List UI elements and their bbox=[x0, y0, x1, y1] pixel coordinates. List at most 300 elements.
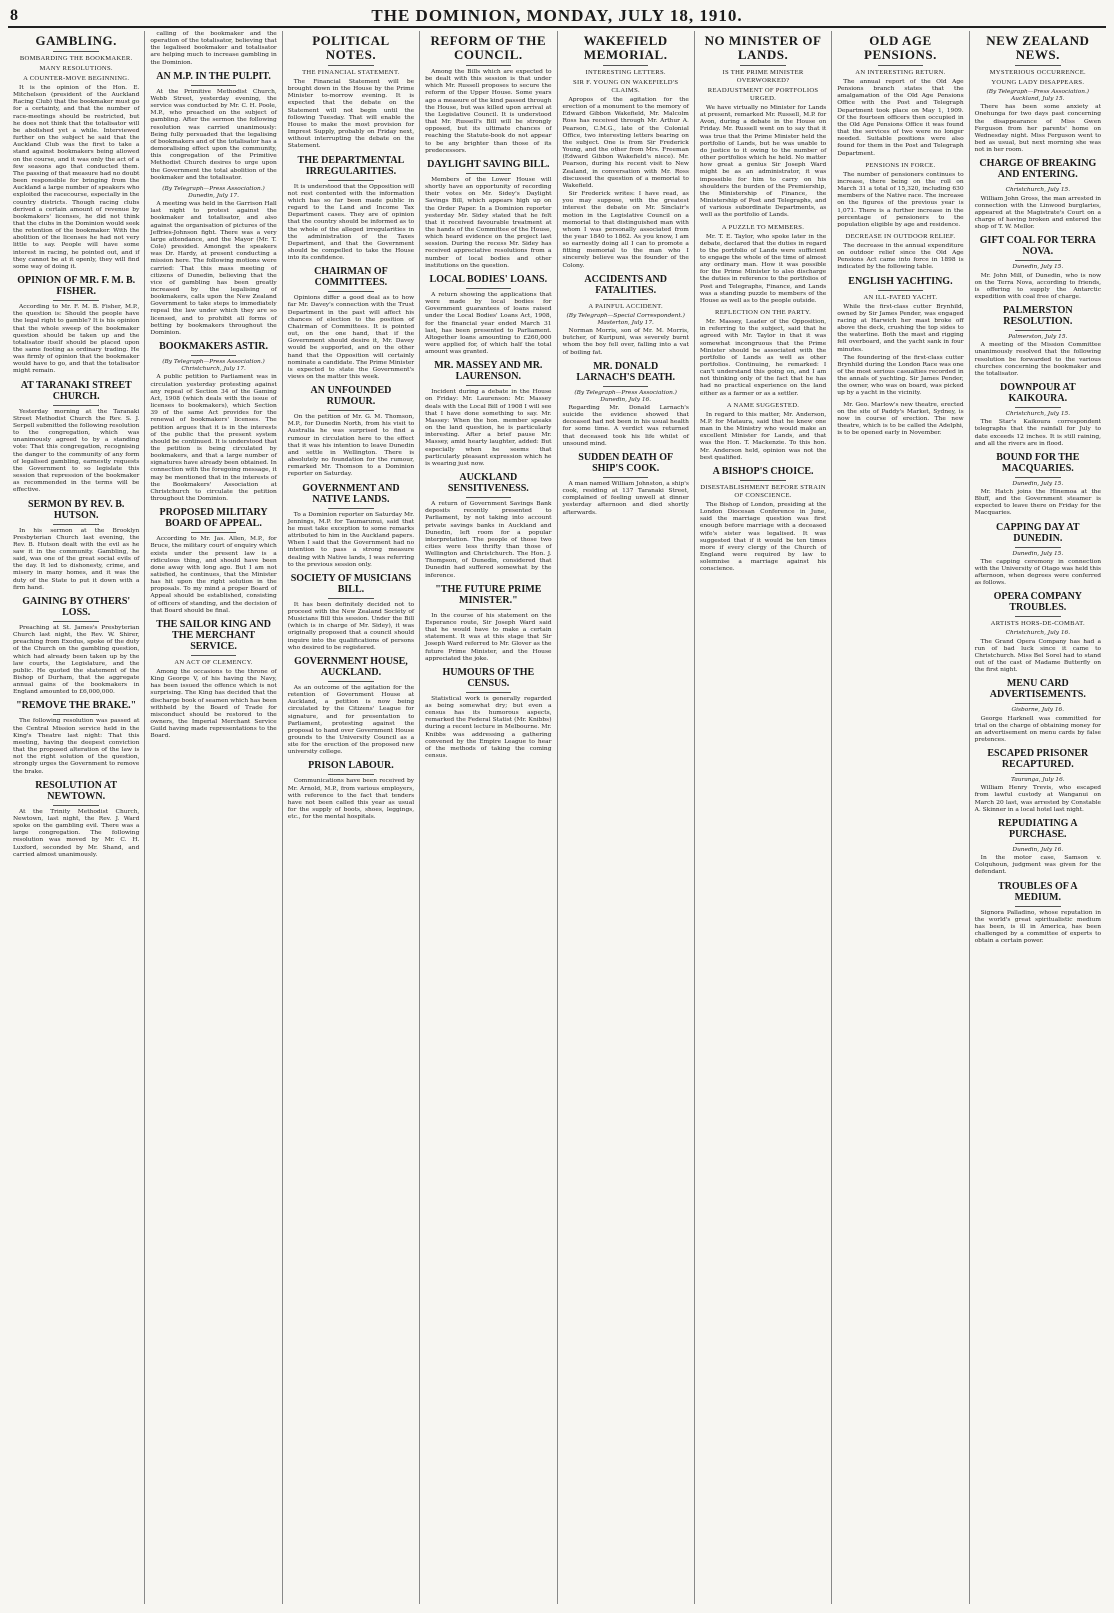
article-subhead: IS THE PRIME MINISTER OVERWORKED? bbox=[722, 69, 804, 84]
article-paragraph: It has been definitely decided not to proceed with the New Zealand Society of Musicians Bill this session. Under the Bill (which is in charge of Mr. Sidey), it was originally proposed that a council should inquire into the qualifications of persons who desired to be registered. bbox=[287, 601, 415, 651]
article-body bbox=[288, 512, 414, 569]
article-dateline: Tauranga, July 16. bbox=[1010, 777, 1065, 784]
article-paragraph: The Grand Opera Company has had a run of bad luck since it came to Christchurch. Miss Bel Sorel had to stand out of the cast of Madame Butterfly on the first night. bbox=[974, 638, 1101, 674]
article-paragraph: calling of the bookmaker and the operation of the totalisator, believing that the legalised bookmaker and totalisator are helping much to increase gambling in the Dominion. bbox=[150, 31, 277, 66]
article-headline: GOVERNMENT HOUSE, AUCKLAND. bbox=[294, 655, 408, 678]
article-headline: RESOLUTION AT NEWTOWN. bbox=[35, 779, 118, 802]
article-body bbox=[288, 295, 414, 381]
article-headline: GAINING BY OTHERS' LOSS. bbox=[22, 595, 131, 618]
article bbox=[13, 380, 139, 495]
headline-rule bbox=[328, 681, 373, 682]
article-paragraph: Norman Morris, son of Mr. M. Morris, butcher, of Kuripuni, was severely burnt whom the boy fell over, falling into a vat of boiling fat. bbox=[562, 328, 689, 356]
headline-rule bbox=[466, 385, 511, 386]
article-paragraph: The Star's Kaikoura correspondent telegraphs that the rainfall for July to date exceeds 12 inches. It is still raining, and all the rivers are in flood. bbox=[974, 419, 1101, 447]
headline-rule bbox=[466, 173, 511, 174]
article-body bbox=[563, 328, 689, 357]
article bbox=[975, 158, 1101, 231]
article-headline: LOCAL BODIES' LOANS. bbox=[429, 273, 548, 285]
article-subhead: REFLECTION ON THE PARTY. bbox=[715, 309, 812, 317]
article-subhead: AN ACT OF CLEMENCY. bbox=[174, 658, 253, 666]
headline-rule bbox=[1015, 843, 1060, 844]
masthead bbox=[8, 6, 1106, 28]
article-body bbox=[13, 625, 139, 697]
article-subhead: DISESTABLISHMENT BEFORE STRAIN OF CONSCIENCE. bbox=[700, 483, 826, 499]
article bbox=[425, 667, 551, 760]
article-headline: MR. MASSEY AND MR. LAURENSON. bbox=[434, 360, 543, 383]
article-paragraph: Mr. Geo. Marlow's new theatre, erected on the site of Paddy's Market, Sydney, is now in course of erection. The new theatre, which is to be called the Adelphi, is to be opened early in November. bbox=[837, 401, 964, 437]
article-body bbox=[288, 778, 414, 821]
article-subhead: PENSIONS IN FORCE. bbox=[865, 161, 936, 169]
headline-rule bbox=[328, 774, 373, 775]
article-headline: MR. DONALD LARNACH'S DEATH. bbox=[576, 360, 676, 383]
article-body bbox=[13, 85, 139, 271]
article bbox=[150, 71, 276, 182]
article-paragraph: Yesterday morning at the Taranaki Street Methodist Church the Rev. S. J. Serpell submitted the following resolution to the congregation, which was unanimously agreed to by a standing vote: That this congregation, recognising the danger to the community of any form of legalised gambling, earnestly requests the Government to so legislate this session that repression of the bookmaker as recommended in the terms will be effective. bbox=[13, 408, 140, 494]
article bbox=[975, 678, 1101, 744]
article-paragraph: A return of Government Savings Bank deposits recently presented to Parliament, by not taking into account private savings banks in Auckland and Dunedin, left room for a popular interpretation. The people of those two cities were less thrifty than those of Wellington and Christchurch. The Hon. J. Thompson, of Dunedin, considered that Dunedin had suffered somewhat by the inference. bbox=[425, 501, 552, 579]
headline-rule bbox=[1015, 183, 1060, 184]
headline-rule bbox=[603, 299, 648, 300]
article bbox=[563, 361, 689, 448]
article-headline: SERMON BY REV. B. HUTSON. bbox=[27, 498, 125, 521]
article-headline: "REMOVE THE BRAKE." bbox=[16, 700, 137, 712]
article-body bbox=[150, 89, 276, 182]
article-paragraph: On the petition of Mr. G. M. Thomson, M.P., for Dunedin North, from his visit to Australia he was surprised to find a rumour in circulation here to the effect that it was his intention to leave Dunedin and settle in Wellington. There is absolutely no foundation for the rumour, remarked Mr. Thomson to a Dominion reporter on Saturday. bbox=[287, 414, 415, 478]
article-body bbox=[425, 292, 551, 356]
columns bbox=[8, 31, 1106, 1604]
article-headline: WAKEFIELD MEMORIAL. bbox=[583, 33, 668, 62]
article-paragraph: Regarding Mr. Donald Larnach's suicide the evidence showed that deceased had not been in his usual health for some time. A verdict was returned that deceased took his life whilst of unsound mind. bbox=[562, 405, 689, 447]
article-paragraph: As an outcome of the agitation for the retention of Government House at Auckland, a petition is now being circulated by the Citizens' League for signature, and for presentation to Parliament, protesting against the proposal to hand over Government House grounds to the University Council as a site for the erection of the proposed new university college. bbox=[287, 684, 415, 756]
article-headline: THE DEPARTMENTAL IRREGULARITIES. bbox=[297, 154, 405, 177]
article-paragraph: The following resolution was passed at the Central Mission service held in the King's Theatre last night: That this meeting, having the deepest conviction that the proposed alteration of the law is not the right solution of the question, strongly urges the Government to remove the brake. bbox=[13, 718, 140, 775]
article-paragraph: In the course of his statement on the Esperance route, Sir Joseph Ward said that he would have to make a certain statement. It was at this stage that Sir Joseph Ward referred to Mr. Glover as the future Prime Minister, and the House appreciated the joke. bbox=[425, 612, 552, 662]
article-body bbox=[975, 196, 1101, 232]
article-headline: OPINION OF MR. F. M. B. FISHER. bbox=[17, 275, 136, 298]
article-dateline: Dunedin, July 15. bbox=[1012, 264, 1064, 271]
article-headline: SUDDEN DEATH OF SHIP'S COOK. bbox=[578, 451, 674, 474]
article-paragraph: It is the opinion of the Hon. E. Mitchelson (president of the Auckland Racing Club) that the bookmaker must go for a certainty, and that the number of race-meetings should be restricted, but he does not think that the totalisator will be abolished yet a while. Interviewed further on the subject he said that the Auckland Club was the first to take a stand against bookmakers being allowed on the course, and it was only the act of a few seasons ago that conducted them. The passing of that measure had no doubt been responsible for bringing from the Auckland a large number of speakers who exploited the racecourse, especially in the country districts. Though racing clubs derived a certain amount of revenue by bookmakers' licenses, he did not think that the clubs in the Dominion would seek the retention of the bookmaker. With the abolition of the licenses he had not very little to say. People will have some interest in racing, he pointed out, and if they cannot be at it openly, they will find some way of doing it. bbox=[13, 85, 140, 270]
headline-rule bbox=[603, 477, 648, 478]
article-body bbox=[975, 559, 1101, 588]
article-headline: PROPOSED MILITARY BOARD OF APPEAL. bbox=[159, 507, 268, 530]
article bbox=[288, 760, 414, 821]
article-body bbox=[700, 319, 826, 398]
headline-rule bbox=[1015, 616, 1060, 617]
article-body bbox=[975, 489, 1101, 518]
article-dateline: Gisborne, July 16. bbox=[1011, 707, 1065, 714]
article-paragraph: A man named William Johnston, a ship's cook, residing at 137 Taranaki Street, complained of feeling unwell at dinner yesterday afternoon and died shortly afterwards. bbox=[562, 480, 689, 516]
article bbox=[563, 274, 689, 357]
article-headline: OPERA COMPANY TROUBLES. bbox=[993, 591, 1083, 614]
article-dateline: (By Telegraph—Press Association.) Dunedin, July 16. bbox=[574, 389, 677, 403]
article-paragraph: A meeting of the Mission Committee unanimously resolved that the following resolution be forwarded to the various churches concerning the bookmaker and the totalisator. bbox=[974, 342, 1101, 377]
headline-rule bbox=[328, 180, 373, 181]
headline-rule bbox=[328, 598, 373, 599]
article-body bbox=[700, 502, 826, 574]
column-7 bbox=[832, 31, 969, 1604]
article-dateline: Christchurch, July 15. bbox=[1005, 187, 1071, 194]
article-paragraph: Among the Bills which are expected to be dealt with this session is that under which Mr. Russell proposes to secure the reform of the Upper House. Some years ago a measure of the kind passed through the House, but was killed upon arrival at the Legislative Council. It is understood that Mr. Russell's Bill will be strongly opposed, but its ultimate chances of reaching the Statute-book do not appear to be any brighter than those of its predecessors. bbox=[425, 69, 552, 154]
headline-rule bbox=[466, 609, 511, 610]
column-3 bbox=[283, 31, 420, 1604]
article bbox=[700, 309, 826, 398]
article bbox=[837, 34, 963, 158]
headline-rule bbox=[740, 65, 785, 66]
article-headline: TROUBLES OF A MEDIUM. bbox=[997, 880, 1078, 903]
article-body bbox=[13, 409, 139, 495]
article bbox=[425, 274, 551, 356]
article-headline: DAYLIGHT SAVING BILL. bbox=[427, 158, 550, 170]
article-body bbox=[975, 273, 1101, 302]
article bbox=[837, 402, 963, 438]
article-body bbox=[700, 234, 826, 306]
article-headline: PRISON LABOUR. bbox=[308, 760, 394, 772]
article-subhead: YOUNG LADY DISAPPEARS. bbox=[991, 79, 1085, 86]
article-paragraph: Statistical work is generally regarded as being somewhat dry; but even a census has its humorous aspects, remarked the Federal Statist (Mr. Knibbs) during a recent lecture in Melbourne. Mr. Knibbs was addressing a gathering convened by the Empire League to hear of the methods of taking the coming census. bbox=[425, 695, 552, 760]
column-1 bbox=[8, 31, 145, 1604]
headline-rule bbox=[603, 386, 648, 387]
article-body bbox=[837, 304, 963, 398]
article-headline: CAPPING DAY AT DUNEDIN. bbox=[996, 521, 1080, 544]
article-body bbox=[13, 718, 139, 775]
article-body bbox=[837, 243, 963, 272]
headline-rule bbox=[328, 65, 373, 66]
article bbox=[288, 483, 414, 569]
headline-rule bbox=[466, 692, 511, 693]
article bbox=[975, 382, 1101, 448]
article bbox=[150, 186, 276, 337]
article-body bbox=[563, 405, 689, 448]
article-dateline: Dunedin, July 16. bbox=[1012, 846, 1064, 853]
article-paragraph: Members of the Lower House will shortly have an opportunity of recording their votes on Mr. Sidey's Daylight Savings Bill, which appears high up on the Order Paper. In a Dominion reporter yesterday Mr. Sidey stated that he felt that it received favourable treatment at the hands of the Committee of the House, which heard evidence on the project last session. During the recess Mr. Sidey has received appreciative resolutions from a number of local bodies and other institutions on the question. bbox=[425, 176, 552, 269]
article bbox=[563, 34, 689, 270]
headline-rule bbox=[53, 524, 98, 525]
article-dateline: Dunedin, July 15. bbox=[1012, 480, 1064, 487]
article-headline: DOWNPOUR AT KAIKOURA. bbox=[999, 382, 1076, 405]
article bbox=[700, 224, 826, 306]
article-paragraph: Incident during a debate in the House on Friday: Mr. Laurenson: Mr. Massey deals with the Local Bill of 1908 I will see that I have done something to say. Mr. Massey: When the hon. member speaks on the land question, he is particularly interesting. After a brief pause Mr. Massey, amid hearty laughter, added: But especially when he seems that particularly pleasant expression which he is wearing just now. bbox=[425, 389, 552, 467]
headline-rule bbox=[1015, 547, 1060, 548]
article-body bbox=[975, 639, 1101, 675]
article-subhead: MYSTERIOUS OCCURRENCE. bbox=[989, 69, 1086, 76]
article-headline: AN M.P. IN THE PULPIT. bbox=[156, 70, 271, 82]
article-body bbox=[975, 910, 1101, 946]
article-body bbox=[150, 669, 276, 741]
article-body bbox=[975, 785, 1101, 814]
article-headline: THE SAILOR KING AND THE MERCHANT SERVICE. bbox=[156, 618, 271, 652]
article-body bbox=[425, 69, 551, 155]
headline-rule bbox=[53, 405, 98, 406]
article-paragraph: The foundering of the first-class cutter Brynhild during the London Race was one of the most serious casualties recorded in the annals of yachting. Sir James Pender, the owner, who was on board, was picked up by a yacht in the vicinity. bbox=[837, 354, 964, 397]
article-subhead: AN INTERESTING RETURN. bbox=[855, 69, 946, 76]
article-headline: A BISHOP'S CHOICE. bbox=[712, 465, 814, 477]
article-subhead: THE FINANCIAL STATEMENT. bbox=[302, 69, 400, 76]
article-paragraph: According to Mr. Jas. Allen, M.P., for Bruce, the military court of enquiry which exists under the present law is a ridiculous thing, and should have been done away with long ago. But I am not satisfied, he continues, that the Minister has hit upon the right solution in the proposals. To my mind a proper Board of Appeal should be established, consisting of officers of standing, and the decision of that Board should be final. bbox=[150, 536, 277, 614]
article-body bbox=[150, 374, 276, 503]
article-body bbox=[563, 481, 689, 517]
article-subhead: BOMBARDING THE BOOKMAKER. bbox=[19, 55, 133, 62]
article-paragraph: The Financial Statement will be brought down in the House by the Prime Minister to-morrow evening. It is expected that the debate on the Statement will not begin until the following Tuesday. That will enable the House to make the most provision for Imprest Supply, probably on Friday next, without interrupting the debate on the Statement. bbox=[287, 79, 415, 150]
article-paragraph: George Harknell was committed for trial on the charge of obtaining money for an advertisement on menu cards by false pretences. bbox=[974, 715, 1101, 743]
article-body bbox=[837, 402, 963, 438]
article-headline: GIFT COAL FOR TERRA NOVA. bbox=[979, 235, 1096, 258]
article-paragraph: Sir Frederick writes: I have read, as you may suppose, with the greatest interest the debate on Mr. Sinclair's motion in the Legislative Council on a memorial to that distinguished man with whom I was personally associated from the year 1840 to 1862. As you know, I am so earnestly doing all I can to promote a fitting memorial to the man who I sincerely believe was the founder of the Colony. bbox=[562, 191, 689, 269]
article-paragraph: A public petition to Parliament was in circulation yesterday protesting against any repeal of Section 34 of the Gaming Act, 1908 (which deals with the issue of licenses to bookmakers), which Section 39 of the same Act provides for the renewal of bookmakers' licenses. The petition argues that it is in the interests of the public that the present system should be continued. It is understood that the petition is being circulated by bookmakers, and that a large number of signatures have already been obtained. In connection with the foregoing message, it may be mentioned that in the interests of the Bookmakers' Association at Christchurch to circulate the petition throughout the Dominion. bbox=[150, 374, 277, 503]
article bbox=[975, 818, 1101, 877]
article-body bbox=[837, 172, 963, 229]
article-paragraph: We have virtually no Minister for Lands at present, remarked Mr. Russell, M.P. for Avon, during a debate in the House on Friday. Mr. Russell went on to say that it was true that the Prime Minister held the portfolio of Lands, but he was unable to do justice to it owing to the number of other portfolios which he held. No matter how great a genius Sir Joseph Ward might be as an administrator, it was impossible for him to carry on his shoulders the burden of the Premiership, the Ministership of Finance, the Ministership of Post and Telegraphs, and of various subordinate Departments, as well as the portfolio of Lands. bbox=[699, 105, 827, 219]
article bbox=[425, 584, 551, 663]
article-body bbox=[975, 419, 1101, 448]
article bbox=[150, 507, 276, 615]
article-body bbox=[425, 177, 551, 270]
article-headline: OLD AGE PENSIONS. bbox=[864, 33, 937, 62]
article-paragraph: In the motor case, Samson v. Colquhoun, judgment was given for the defendant. bbox=[974, 855, 1101, 876]
headline-rule bbox=[466, 65, 511, 66]
article-subhead: AN ILL-FATED YACHT. bbox=[863, 293, 938, 301]
article-paragraph: The decrease in the annual expenditure on outdoor relief since the Old Age Pensions Act came into force in 1898 is indicated by the following table. bbox=[837, 242, 964, 271]
article-paragraph: Apropos of the agitation for the erection of a monument to the memory of Edward Gibbon Wakefield, Mr. Malcolm Ross has received through Mr. Arthur A. Pearson, C.M.G., late of the Colonial Office, two interesting letters bearing on the subject. One is from Sir Frederick Young, and the other from Mrs. Freeman (Edward Gibbon Wakefield's niece). Mr. Pearson, during his recent visit to New Zealand, in conversation with Mr. Ross discussed the question of a memorial to Wakefield. bbox=[562, 97, 689, 189]
article-body bbox=[288, 685, 414, 757]
column-6 bbox=[695, 31, 832, 1604]
article-paragraph: To a Dominion reporter on Saturday Mr. Jennings, M.P. for Taumarunui, said that he must take exception to some remarks attributed to him in the Auckland papers. When I said that the Government had no intention to pass a strong measure dealing with Native lands, I was referring to the previous session only. bbox=[287, 511, 415, 568]
article-subhead: A NAME SUGGESTED. bbox=[726, 401, 800, 409]
article bbox=[975, 452, 1101, 518]
article-paragraph: The Bishop of London, presiding at the London Diocesan Conference in June, said the marriage question was first enough before marriage with a deceased wife's sister was legalised. It was suggested that if it would be ten times more if every clergy of the Church of England were required by law to solemnise a marriage against his conscience. bbox=[699, 501, 827, 573]
column-8 bbox=[970, 31, 1106, 1604]
article bbox=[975, 591, 1101, 674]
article-paragraph: While the first-class cutter Brynhild, owned by Sir James Pender, was engaged racing at Harwich her mast broke off above the deck, crushing the top sides to the waterline. Both the mast and rigging fell overboard, and the yacht sank in four minutes. bbox=[837, 303, 964, 353]
article bbox=[150, 619, 276, 741]
article bbox=[13, 780, 139, 859]
headline-rule bbox=[191, 355, 236, 356]
article bbox=[975, 522, 1101, 588]
article-dateline: Christchurch, July 15. bbox=[1005, 411, 1071, 418]
article-paragraph: In regard to this matter, Mr. Anderson, M.P. for Mataura, said that he knew one man in the Ministry who would make an excellent Minister for Lands, and that was the Hon. T. Mackenzie. To this hon. Mr. Anderson held, opinion was not the best qualified. bbox=[699, 411, 827, 461]
article bbox=[288, 656, 414, 757]
headline-rule bbox=[328, 508, 373, 509]
article bbox=[425, 34, 551, 155]
headline-rule bbox=[53, 300, 98, 301]
article-body bbox=[425, 613, 551, 663]
article-body bbox=[700, 412, 826, 462]
column-4 bbox=[420, 31, 557, 1604]
article-subhead: SIR F. YOUNG ON WAKEFIELD'S CLAIMS. bbox=[573, 79, 679, 94]
article-paragraph: William John Gross, the man arrested in connection with the Linwood burglaries, appeared at the Magistrate's Court on a charge of having broken and entered the shop of T. W. Mellor. bbox=[974, 195, 1101, 231]
headline-rule bbox=[466, 288, 511, 289]
article bbox=[837, 233, 963, 272]
article-body bbox=[975, 716, 1101, 745]
article-subhead: A PAINFUL ACCIDENT. bbox=[588, 302, 663, 310]
headline-rule bbox=[740, 480, 785, 481]
article bbox=[288, 573, 414, 652]
article bbox=[837, 276, 963, 398]
article-subhead: A PUZZLE TO MEMBERS. bbox=[721, 223, 805, 231]
headline-rule bbox=[1015, 773, 1060, 774]
article-body bbox=[425, 389, 551, 468]
column-5 bbox=[558, 31, 695, 1604]
article-headline: MENU CARD ADVERTISEMENTS. bbox=[989, 678, 1086, 701]
article-headline: GAMBLING. bbox=[35, 33, 117, 48]
article-paragraph: The capping ceremony in connection with the University of Otago was held this afternoon, when degrees were conferred as follows. bbox=[974, 558, 1101, 587]
article-body bbox=[700, 105, 826, 220]
article-paragraph: A meeting was held in the Garrison Hall last night to protest against the bookmaker and totalisator, and also against the organisation of pictures of the Jeffries-Johnson fight. There was a very large attendance, and the Mayor (Mr. T. Cole) presided. Amongst the speakers was Dr. Hardy, at present conducting a mission here. The following motions were carried: That this mass meeting of citizens of Dunedin, believing that the vice of gambling has been greatly increased by the legalising of bookmakers, calls upon the New Zealand Government to take steps to immediately repeal the law under which they are so licensed, and to prohibit all forms of betting by bookmakers throughout the Dominion. bbox=[150, 201, 277, 336]
article bbox=[563, 452, 689, 517]
article-headline: AUCKLAND SENSITIVENESS. bbox=[447, 472, 529, 495]
article bbox=[288, 34, 414, 151]
headline-rule bbox=[603, 65, 648, 66]
headline-rule bbox=[53, 805, 98, 806]
headline-rule bbox=[191, 655, 236, 656]
article bbox=[425, 472, 551, 580]
headline-rule bbox=[53, 51, 98, 52]
headline-rule bbox=[878, 290, 923, 291]
article-subhead: A COUNTER-MOVE BEGINNING. bbox=[23, 75, 130, 82]
article-headline: GOVERNMENT AND NATIVE LANDS. bbox=[302, 482, 400, 505]
article-paragraph: A return showing the applications that were made by local bodies for Government guarantees of loans raised under the Local Bodies' Loans Act, 1908, for the financial year ended March 31 last, has been presented to Parliament. Altogether loans amounting to £260,000 were applied for, of which half the total amount was granted. bbox=[425, 291, 552, 356]
article-headline: ACCIDENTS AND FATALITIES. bbox=[584, 273, 667, 296]
article-body bbox=[975, 342, 1101, 378]
article-paragraph: At the Primitive Methodist Church, Webb Street, yesterday evening, the service was conducted by Mr. C. H. Poole, M.P., who preached on the subject of gambling. After the sermon the following resolution was carried unanimously: Being fully persuaded that the legalising of bookmakers and of the totalisator has a demoralising effect upon the community, this congregation of the Primitive Methodist Church desires to urge upon the Government the total abolition of the bookmaker and the totalisator. bbox=[150, 88, 277, 181]
article bbox=[13, 596, 139, 697]
article-paragraph: According to Mr. F. M. B. Fisher, M.P., the question is: Should the people have the legal right to gamble? It is his opinion that the whole sweep of the bookmaker question should be taken up and the totalisator itself should be placed upon the same footing as ordinary trading. He was firmly of opinion that the bookmaker would have to go, and that the totalisator might remain. bbox=[13, 304, 140, 375]
article bbox=[13, 700, 139, 775]
article-body bbox=[425, 696, 551, 760]
headline-rule bbox=[53, 714, 98, 715]
article-body bbox=[13, 304, 139, 376]
headline-rule bbox=[1015, 330, 1060, 331]
article-paragraph: Signora Palladino, whose reputation in the world's great spiritualistic medium has been, is ill in America, has been challenged by a committee of experts to obtain a certain power. bbox=[974, 909, 1101, 945]
article-dateline: Palmerston, July 15. bbox=[1008, 334, 1068, 341]
article-paragraph: Mr. Massey, Leader of the Opposition, in referring to the subject, said that he agreed with Mr. Taylor in that it was somewhat incongruous that the Prime Minister should be associated with the portfolio of Lands as well as other portfolios. Continuing, he remarked: I can't understand this going on, and I am not thinking only of the fact that he has had no practical experience on the land either as a farmer or as a settler. bbox=[699, 319, 827, 397]
article-paragraph: Communications have been received by Mr. Arnold, M.P., from various employers, with reference to the fact that tenders have not been called this year as usual for the supply of boots, shoes, leggings, etc., for the mental hospitals. bbox=[287, 778, 415, 821]
article-paragraph: The annual report of the Old Age Pensions branch states that the amalgamation of the Old Age Pensions Office with the Post and Telegraph Department took place on May 1, 1909. Of the fourteen officers then occupied in the Old Age Pensions Office it was found that the services of two were no longer needed. Suitable positions were also found for them in the Post and Telegraph Department. bbox=[837, 79, 964, 157]
article-headline: AN UNFOUNDED RUMOUR. bbox=[310, 385, 392, 408]
article-body bbox=[13, 809, 139, 859]
article-dateline: (By Telegraph—Special Correspondent.) Masterton, July 17. bbox=[566, 312, 685, 326]
article-paragraph: The number of pensioners continues to increase, there being on the roll on March 31 a total of 15,320, including 630 members of the Native race. The increase on the figures of the previous year is 1,071. There is a further increase in the percentage of pensioners to the population eligible by age and residence. bbox=[837, 171, 964, 228]
article bbox=[288, 385, 414, 478]
article-paragraph: It is understood that the Opposition will not rest contented with the information which has so far been made public in regard to the Land and Income Tax Department cases. They are of opinion that the country should be informed as to the whole of the alleged irregularities in the administration of the Taxes Department, and that the Government should be compelled to take the House into its confidence. bbox=[287, 183, 415, 262]
article-subhead: MANY RESOLUTIONS. bbox=[39, 65, 113, 72]
article-body bbox=[425, 501, 551, 580]
article-body bbox=[150, 201, 276, 337]
page-number: 8 bbox=[10, 7, 18, 24]
article-headline: BOUND FOR THE MACQUARIES. bbox=[996, 451, 1080, 474]
article-paragraph: Preaching at St. James's Presbyterian Church last night, the Rev. W. Shirer, preaching from Exodus, spoke of the duty of the Church on the gambling question, which had already been taken up by the law courts, the Legislature, and the public. He quoted the statement of the Bishop of Durham, that the aggregate annual gains of the bookmakers in England amounted to £6,000,000. bbox=[13, 624, 140, 696]
article bbox=[150, 341, 276, 503]
article-body bbox=[288, 79, 414, 151]
article-dateline: Dunedin, July 15. bbox=[1012, 550, 1064, 557]
article-headline: PALMERSTON RESOLUTION. bbox=[1002, 305, 1073, 328]
headline-rule bbox=[328, 291, 373, 292]
article bbox=[975, 34, 1101, 154]
article-headline: SOCIETY OF MUSICIANS BILL. bbox=[290, 572, 412, 595]
headline-rule bbox=[53, 621, 98, 622]
article bbox=[975, 748, 1101, 814]
article-body bbox=[288, 414, 414, 478]
article bbox=[837, 162, 963, 229]
article-body bbox=[837, 79, 963, 158]
article-paragraph: Mr. T. E. Taylor, who spoke later in the debate, declared that the duties in regard to the portfolio of Lands were sufficient to engage the whole of the time of almost any ordinary man. How it was possible for the Prime Minister to also discharge the duties in reference to the portfolios of Post and Telegraphs, Finance, and Lands was a standing puzzle to members of the House as well as to the people outside. bbox=[699, 233, 827, 304]
article-headline: ESCAPED PRISONER RECAPTURED. bbox=[987, 748, 1089, 771]
article bbox=[13, 499, 139, 592]
article-dateline: Christchurch, July 16. bbox=[1005, 630, 1071, 637]
newspaper-title: THE DOMINION, MONDAY, JULY 18, 1910. bbox=[371, 6, 743, 25]
article bbox=[13, 34, 139, 271]
article-headline: CHAIRMAN OF COMMITTEES. bbox=[314, 266, 388, 289]
article-headline: BOOKMAKERS ASTIR. bbox=[159, 341, 269, 353]
headline-rule bbox=[1015, 407, 1060, 408]
headline-rule bbox=[328, 410, 373, 411]
article-dateline: (By Telegraph—Press Association.) Dunedin, July 17. bbox=[162, 185, 265, 199]
article-subhead: DECREASE IN OUTDOOR RELIEF. bbox=[845, 232, 956, 240]
article-headline: HUMOURS OF THE CENSUS. bbox=[442, 666, 535, 689]
article-headline: NEW ZEALAND NEWS. bbox=[986, 33, 1090, 62]
article bbox=[288, 155, 414, 263]
headline-rule bbox=[1015, 703, 1060, 704]
article bbox=[425, 360, 551, 468]
article bbox=[700, 402, 826, 462]
article-headline: REPUDIATING A PURCHASE. bbox=[998, 817, 1078, 840]
article-body bbox=[150, 31, 276, 67]
article-paragraph: Mr. John Mill, of Dunedin, who is now on the Terra Nova, according to friends, is offering to supply the Antarctic expedition with coal free of charge. bbox=[974, 272, 1101, 300]
article-dateline: (By Telegraph—Press Association.) Christchurch, July 17. bbox=[162, 359, 265, 373]
article-headline: POLITICAL NOTES. bbox=[312, 33, 390, 62]
article-paragraph: In his sermon at the Brooklyn Presbyterian Church last evening, the Rev. B. Hutson dealt with the evil as he saw it in the community. Gambling, he said, was one of the great social evils of the day. It led to dishonesty, crime, and misery in many homes, and it was the duty of the State to put it down with a firm hand. bbox=[13, 527, 140, 591]
article-headline: REFORM OF THE COUNCIL. bbox=[430, 33, 547, 62]
article-body bbox=[975, 104, 1101, 154]
article bbox=[425, 159, 551, 270]
article-body bbox=[150, 536, 276, 615]
article-paragraph: Mr. Hatch joins the Hinemoa at the Bluff, and the Government steamer is expected to leave there on Friday for the Macquaries. bbox=[974, 489, 1101, 517]
article-subhead: INTERESTING LETTERS. bbox=[585, 69, 666, 76]
article bbox=[13, 275, 139, 376]
article bbox=[700, 34, 826, 220]
article-headline: ENGLISH YACHTING. bbox=[848, 275, 953, 287]
article-headline: NO MINISTER OF LANDS. bbox=[704, 33, 822, 62]
article-body bbox=[563, 97, 689, 270]
headline-rule bbox=[191, 85, 236, 86]
article-paragraph: William Henry Trevis, who escaped from lawful custody at Wanganui on March 20 last, was arrested by Constable A. Skinner in a local hotel last night. bbox=[974, 785, 1101, 813]
article-headline: AT TARANAKI STREET CHURCH. bbox=[20, 379, 132, 402]
headline-rule bbox=[1015, 477, 1060, 478]
article bbox=[975, 305, 1101, 378]
article-dateline: (By Telegraph—Press Association.) Auckland, July 15. bbox=[986, 89, 1090, 103]
headline-rule bbox=[1015, 65, 1060, 66]
article-subhead: ARTISTS HORS-DE-COMBAT. bbox=[990, 620, 1085, 628]
article-paragraph: At the Trinity Methodist Church, Newtown, last night, the Rev. J. Ward spoke on the gambling evil. There was a large congregation. The following resolution was moved by Mr. C. H. Luxford, seconded by Mr. Shand, and carried almost unanimously. bbox=[13, 808, 140, 858]
headline-rule bbox=[878, 65, 923, 66]
article-paragraph: Opinions differ a good deal as to how far Mr. Davey's connection with the Trust Department in the past will affect his chances of election to the position of Chairman of Committees. It is pointed out, on the one hand, that if the Government should desire it, Mr. Davey would be supported, and on the other hand that the Opposition will certainly nominate a candidate. The Prime Minister is expected to state the Government's views on the matter this week. bbox=[287, 295, 415, 380]
headline-rule bbox=[1015, 260, 1060, 261]
headline-rule bbox=[1015, 906, 1060, 907]
article-body bbox=[288, 602, 414, 652]
article-headline: "THE FUTURE PRIME MINISTER." bbox=[435, 583, 542, 606]
column-2 bbox=[145, 31, 282, 1604]
headline-rule bbox=[466, 497, 511, 498]
article-paragraph: Among the occasions to the throne of King George V, of his having the Navy, has been issued the offence which is not surprising. The King has decided that the discharge book of seamen which has been withheld by the Board of Trade for misconduct should be restored to the owners, the Imperial Merchant Service Guild having made representations to the Board. bbox=[150, 668, 277, 740]
headline-rule bbox=[191, 532, 236, 533]
article bbox=[975, 235, 1101, 301]
article-body bbox=[13, 528, 139, 592]
article bbox=[150, 31, 276, 67]
article-headline: CHARGE OF BREAKING AND ENTERING. bbox=[979, 158, 1097, 181]
article-paragraph: There has been some anxiety at Onehunga for two days past concerning the disappearance of Miss Gwen Ferguson from her parents' home on Wednesday night. Miss Ferguson went to bed as usual, but next morning she was not in her room. bbox=[974, 104, 1101, 154]
article-body bbox=[288, 184, 414, 263]
article bbox=[700, 466, 826, 574]
